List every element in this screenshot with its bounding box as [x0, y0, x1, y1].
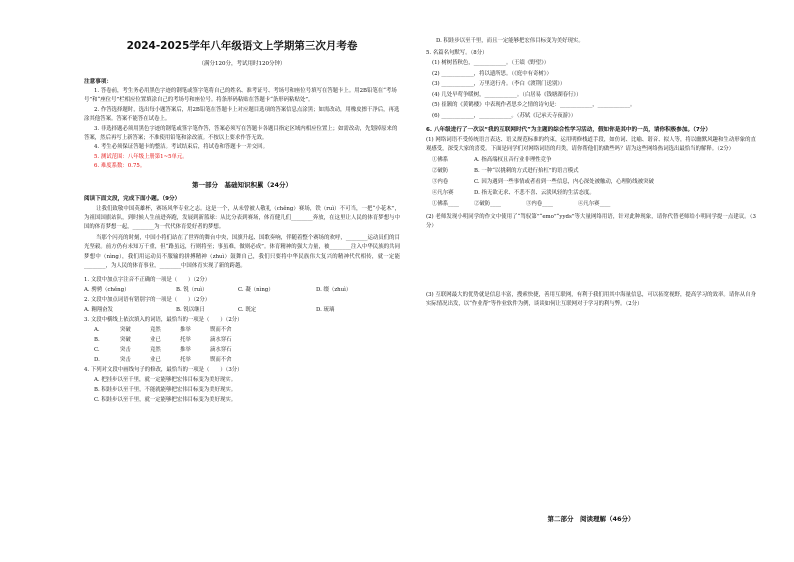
option[interactable]: B. 锐（ruì）	[176, 286, 208, 293]
question-2-options	[84, 305, 400, 315]
part1-instruction: 阅读下面文段，完成下面小题。（9分）	[84, 195, 181, 202]
option[interactable]: A. 翱翔奋发	[84, 306, 113, 313]
option[interactable]: A. 把挂步以至千里，就一定能够把宏伟目标变为美好现实。	[94, 376, 237, 383]
term: ②破防	[432, 167, 449, 174]
note-difficulty: 6. 难度系数：0.75。	[94, 163, 146, 170]
question-6-sub1: (1) 网络词语不受传统语言表达、语义规范标准的约束，运用明修栈道手段，如仿词、比喻、谐音、拟人等，将以幽默风趣和生动形象的直观感受，深受大家的喜爱。下面是同学们对网络词语的归类，请你帮他们的做些吗？请为这些网络热词选出最恰当的解释。（2分）	[426, 137, 756, 153]
option-word: 业已	[150, 356, 161, 363]
page-title: 2024-2025学年八年级语文上学期第三次月考卷	[126, 40, 358, 52]
option[interactable]: C. 凝（nìng）	[238, 286, 274, 293]
option-letter[interactable]: A.	[94, 326, 100, 333]
option-word: 锲而不舍	[210, 356, 232, 363]
question-3-stem: 3. 文段中横线上依次填入的词语，最恰当的一项是（ ）（2分）	[84, 316, 243, 323]
term: ③内卷	[432, 178, 449, 185]
option-word: 突击	[120, 356, 131, 363]
term: ④凡尔赛	[432, 189, 454, 196]
notes-heading: 注意事项：	[84, 79, 112, 85]
question-3-options	[84, 325, 400, 365]
part2-area	[426, 506, 756, 528]
fill-line[interactable]: (1) 树树皆秋色，____________。（王绩《野望》）	[432, 60, 550, 66]
option[interactable]: D. 琉璃	[316, 306, 335, 313]
answer-space[interactable]	[426, 232, 756, 290]
option-word: 突击	[120, 346, 131, 353]
fill-line[interactable]: (6) ____________，____________。（苏轼《记承天寺夜游》）	[432, 112, 577, 119]
option-word: 竟然	[150, 326, 161, 333]
part2-heading: 第二部分 阅读理解（46分）	[547, 515, 635, 523]
option-word: 托举	[180, 336, 191, 343]
answer-blank[interactable]: ④凡尔赛____	[578, 200, 611, 207]
option-word: 锲而不舍	[210, 326, 232, 333]
option-word: 滴水穿石	[210, 336, 232, 343]
question-1-stem: 1. 文段中加点字注音不正确的一项是（ ）（2分）	[84, 276, 211, 283]
note-item: 3. 非选择题必须用黑色字迹的钢笔或签字笔作答，答案必须写在答题卡各题目指定区域内相应位置上；如需改动，先划掉原来的答案，然后再写上新答案；不准使用铅笔和涂改液。不按以上要求作答无效。	[84, 125, 398, 142]
answer-blank[interactable]: ②破防____	[474, 200, 501, 207]
part1-heading: 第一部分 基础知识积累（24分）	[191, 180, 293, 189]
option[interactable]: B. 积跬步以至千里，不能就能够把宏伟目标变为美好现实。	[94, 386, 237, 393]
fill-line[interactable]: (2) ____________，将以遗所思。（《庭中有奇树》）	[432, 70, 552, 77]
left-column	[84, 30, 400, 405]
note-item: 2. 作答选择题时，选出每小题答案后，用2B铅笔在答题卡上对应题目选项的答案信息点涂黑；如需改动，用橡皮擦干净后，再选涂其他答案。答案不能答在试卷上。	[84, 106, 400, 123]
answer-blank[interactable]: ③内卷____	[526, 200, 553, 207]
fill-line[interactable]: (3) ____________，万里送行舟。（李白《渡荆门送别》）	[432, 81, 566, 87]
definition: B. 一种“以挑刺的方式进行抬杠”的语言模式	[474, 167, 579, 174]
option[interactable]: D. 缀（zhuì）	[316, 286, 352, 293]
option-word: 突破	[120, 336, 131, 343]
option-word: 推举	[180, 326, 191, 333]
option-letter[interactable]: C.	[94, 346, 100, 353]
option-letter[interactable]: B.	[94, 336, 100, 343]
passage-paragraph: 当那个闪亮的时刻，中国小将们站在了世界的舞台中央，国旗升起、国歌奏响，伴随着整个赛场的欢呼，________运动员们的目光坚毅。前方仍有未知万千重，但“路虽远，行则将至；事虽难，做则必成”。体育精神的强大力量，被________注入中华民族的共同梦想中（nìng），我们用运动员不服输的拼搏精神（zhuì）鼓舞自己，我们只要将中华民族伟大复兴的精神代代相传，就一定能________，为人民的体育事业，________中国体育实现了新的跨越。	[84, 234, 400, 270]
question-1-options	[84, 285, 400, 295]
question-4-stem: 4. 下列对文段中画线句子的修改，最恰当的一项是（ ）（3分）	[84, 366, 243, 373]
answer-blank[interactable]: ①佛系____	[432, 200, 459, 207]
option-word: 突破	[120, 326, 131, 333]
note-scope: 5. 测试范围：八年级上册第1~5单元。	[94, 153, 188, 160]
question-5-stem: 5. 名篇名句默写。（8分）	[426, 50, 488, 56]
note-item: 1. 答卷前，考生务必用黑色字迹的钢笔或签字笔将自己的姓名、准考证号、考场号和座位号填写在答题卡上。用2B铅笔在“考场号”和“座位号”栏相应位置填涂自己的考场号和座位号。将条形码粘贴在答题卡“条形码粘贴处”。	[84, 88, 397, 104]
option-letter[interactable]: D.	[94, 356, 100, 363]
option-word: 滴水穿石	[210, 346, 232, 353]
right-column	[426, 36, 756, 309]
match-table	[426, 155, 756, 199]
option-word: 托举	[180, 356, 191, 363]
note-item: 4. 考生必须保证答题卡的整洁。考试结束后，将试卷和答题卡一并交回。	[94, 144, 268, 151]
option-word: 竟然	[150, 346, 161, 353]
question-2-stem: 2. 文段中加点词语有错别字的一项是（ ）（2分）	[84, 296, 211, 303]
question-6-sub2: (2) 老师发现小明同学的作文中使用了“驾驭第”“emo”“yyds”等大量网络用语，针对此种现象，请你代替老师给小明同学提一点建议。（3分）	[426, 213, 756, 230]
option[interactable]: A. 骋骋（chěng）	[84, 286, 130, 293]
definition: C. 因为遇到一些事情或者看到一些信息，内心深处被触动，心理防线被突破	[474, 178, 654, 185]
definition: D. 指无欲无求、不悲不喜、云淡风轻的生活态度。	[474, 189, 595, 196]
option[interactable]: B. 锐以继日	[176, 306, 205, 313]
option[interactable]: C. 既定	[238, 306, 257, 313]
passage-paragraph: 让我们致敬中国英雄杯，赛场风华专业之志。这是一个，从未曾被人敬礼（chěng）赛场，铁（ruì）不可当，一把“小花木”，为祖国国旗站队，到时候人生前进奔跑，发展到新篮球：从比分表到赛场，体育健儿们________奔放，在这里让人民的体育梦想与中国的体育梦想一起，________为一代代体育爱好者的梦想。	[84, 205, 400, 231]
question-6-sub3: (3) 互联网最大的优势就是信息丰富，搜索快捷，善用互联网，有利于我们用其中海量信息，可以拓宽视野，提高学习的效率。请你从自身实际情况出发，以“作业帮”等作业软件为例，谈谈如何让互联网对于学习的利与弊。（2分）	[426, 291, 756, 308]
definition: A. 指高端权且音行业非理性竞争	[474, 156, 552, 163]
option-word: 推举	[180, 346, 191, 353]
option[interactable]: C. 积跬步以至千里，就一定能够把宏伟目标变为美好现实。	[94, 396, 237, 403]
option-word: 业已	[150, 336, 161, 343]
match-answers	[426, 199, 756, 209]
fill-line[interactable]: (5) 崔颢的《黄鹤楼》中表现作者思乡之情的诗句是：____________，____________。	[432, 102, 636, 108]
question-6-stem: 6. 八年级进行了一次以“我的互联网时代”为主题的综合性学习活动，假如你是其中的一员，请你积极参加。（7分）	[426, 127, 711, 133]
fill-line[interactable]: (4) 几处早莺争暖树，____________。（白居易《钱塘湖春行》）	[432, 91, 582, 98]
term: ①佛系	[432, 156, 449, 163]
option[interactable]: D. 积跬步以至千里，而且一定能够把宏伟目标变为美好现实。	[436, 38, 584, 44]
page-subtitle: （满分120分，考试用时120分钟）	[198, 61, 286, 67]
